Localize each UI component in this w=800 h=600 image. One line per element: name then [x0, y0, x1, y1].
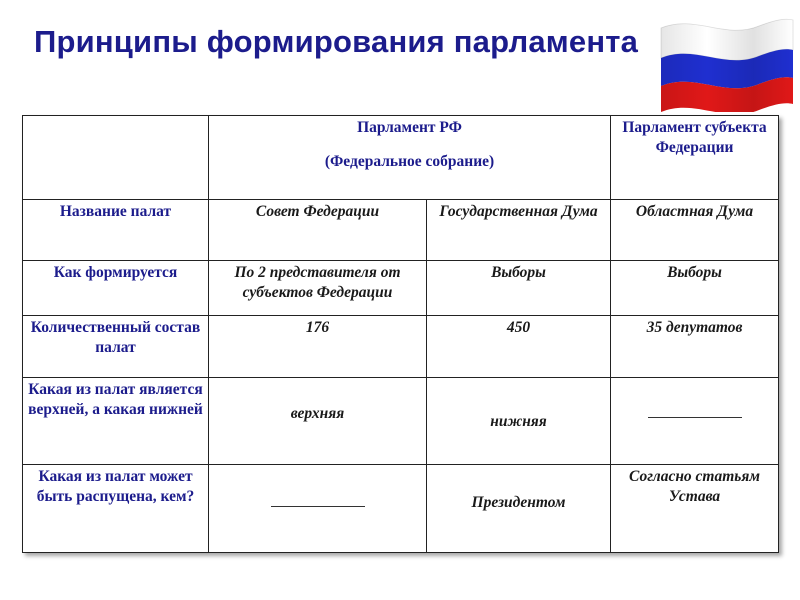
row-label-how-formed: Как формируется	[23, 261, 209, 316]
row-label-dissolution: Какая из палат может быть распущена, кем?	[23, 465, 209, 553]
table-row	[23, 316, 779, 378]
header-rf-title: Парламент РФ	[357, 119, 462, 136]
table-row	[23, 378, 779, 465]
cell-count-duma: 450	[427, 316, 611, 378]
russian-flag-icon	[655, 6, 797, 112]
cell-lower: нижняя	[427, 378, 611, 465]
cell-upper: верхняя	[209, 378, 427, 465]
cell-regional-duma: Областная Дума	[611, 200, 779, 261]
cell-federation-council: Совет Федерации	[209, 200, 427, 261]
header-parliament-rf	[209, 116, 611, 200]
table-row	[23, 200, 779, 261]
cell-regional-charter: Согласно статьям Устава	[611, 465, 779, 553]
cell-count-council: 176	[209, 316, 427, 378]
row-label-upper-lower: Какая из палат является верхней, а какая нижней	[23, 378, 209, 465]
row-label-composition: Количественный состав палат	[23, 316, 209, 378]
page-title: Принципы формирования парламента	[34, 24, 639, 59]
empty-corner-cell	[23, 116, 209, 200]
cell-formation-regional: Выборы	[611, 261, 779, 316]
cell-dissolved-by-president: Президентом	[427, 465, 611, 553]
cell-count-regional: 35 депутатов	[611, 316, 779, 378]
table-header-row	[23, 116, 779, 200]
dash-line	[271, 506, 365, 507]
table-row	[23, 465, 779, 553]
header-rf-subtitle: (Федеральное собрание)	[324, 153, 495, 170]
cell-state-duma: Государственная Дума	[427, 200, 611, 261]
table-row	[23, 261, 779, 316]
cell-formation-council: По 2 представителя от субъектов Федерации	[209, 261, 427, 316]
cell-council-dash	[209, 465, 427, 553]
dash-line	[648, 417, 742, 418]
cell-regional-dash	[611, 378, 779, 465]
row-label-chamber-names: Название палат	[23, 200, 209, 261]
parliament-table	[22, 115, 779, 553]
header-subject-parliament: Парламент субъекта Федерации	[611, 116, 779, 200]
cell-formation-duma: Выборы	[427, 261, 611, 316]
